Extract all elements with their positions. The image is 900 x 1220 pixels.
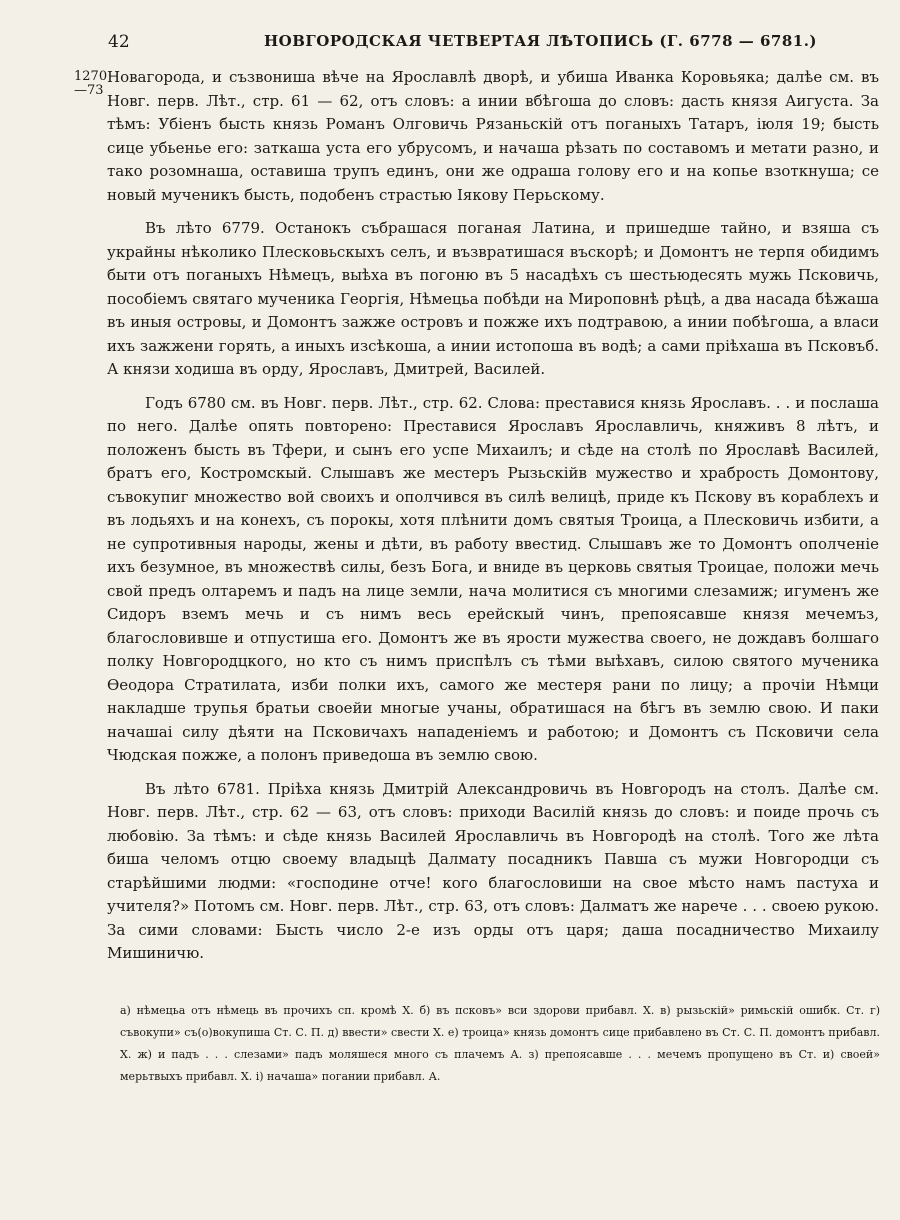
margin-year-range: 1270—73 [74,69,108,98]
page-number: 42 [108,32,130,52]
chronicle-text [107,66,879,966]
page-header [108,28,818,58]
footnotes: а) нѣмецьа отъ нѣмець въ прочихъ сп. кромѣ Х. б) въ псковъ» вси здорови прибавл. Х. в) рызьскій» римьскій ошибк. Ст. г) съвокупи» съ(о)вокупиша Ст. С. П. д) ввести» свести Х. е) троица» князь домонтъ сице прибавлено въ Ст. С. П. домонтъ прибавл. Х. ж) и падъ . . . слезами» падъ моляшеся много съ плачемъ А. з) препоясавше . . . мечемъ пропущено въ Ст. и) своей» мерьтвыхъ прибавл. Х. і) начаша» погании прибавл. А. [120,1004,880,1083]
chronicle-paragraph: Въ лѣто 6779. Останокъ събрашася поганая Латина, и пришедше тайно, и взяша съ украйны нѣколико Плесковьскыхъ селъ, и възвратишася въскорѣ; и Домонтъ не терпя обидимъ быти отъ поганыхъ Нѣмецъ, выѣха въ погоню въ 5 насадѣхъ съ шестьюдесять мужь Псковичь, пособіемъ святаго мученика Георгія, Нѣмецьа побѣди на Мироповнѣ рѣцѣ, а два насада бѣжаша въ иныя островы, и Домонтъ зажже островъ и пожже ихъ подтравою, а инии побѣгоша, а власи ихъ зажжени горять, а иныхъ изсѣкоша, а инии истопоша въ водѣ; а сами пріѣхаша въ Псковъб. А князи ходиша въ орду, Ярославъ, Дмитрей, Василей. [107,219,879,378]
chronicle-paragraph: Годъ 6780 см. въ Новг. перв. Лѣт., стр. 62. Слова: преставися князь Ярославъ. . . и послаша по него. Далѣе опять повторено: Преставися Ярославъ Ярославличь, княживъ 8 лѣтъ, и положенъ бысть въ Тфери, и сынъ его успе Михаилъ; и сѣде на столѣ по Ярославѣ Василей, братъ его, Костромскый. Слышавъ же местеръ Рызьскійв мужество и храбрость Домонтову, съвокупиг множество вой своихъ и ополчився въ силѣ велицѣ, приде къ Пскову въ кораблехъ и въ лодьяхъ и на конехъ, съ порокы, хотя плѣнити домъ святыя Троица, а Плесковичь избити, а не супротивныя народы, жены и дѣти, въ работу ввестид. Слышавъ же то Домонтъ ополченіе ихъ безумное, въ множествѣ силы, безъ Бога, и вниде въ церковь святыя Троицае, положи мечь свой предъ олтаремъ и падъ на лице земли, нача молитися съ многими слезамиж; игуменъ же Сидоръ вземъ мечь и съ нимъ весь ерейскый чинъ, препоясавше князя мечемъз, благословивше и отпустиша его. Домонтъ же въ ярости мужества своего, не дождавъ болшаго полку Новгородцкого, но кто съ нимъ приспѣлъ съ тѣми выѣхавъ, силою святого мученика Ѳеодора Стратилата, изби полки ихъ, самого же местеря рани по лицу; а прочіи Нѣмци накладше трупья братьи своейи многые учаны, обратишася на бѣгъ въ землю свою. И паки начашаі силу дѣяти на Псковичахъ нападеніемъ и работою; и Домонтъ съ Псковичи села Чюдская пожже, а полонъ приведоша въ землю свою. [107,393,879,764]
chronicle-paragraph: Въ лѣто 6781. Пріѣха князь Дмитрій Александровичь въ Новгородъ на столъ. Далѣе см. Новг. перв. Лѣт., стр. 62 — 63, отъ словъ: приходи Василій князь до словъ: и поиде прочь съ любовію. За тѣмъ: и сѣде князь Василей Ярославличь въ Новгородѣ на столѣ. Того же лѣта биша челомъ отцю своему владыцѣ Далмату посадникъ Павша съ мужи Новгородци съ старѣйшими людми: «господине отче! кого благословиши на свое мѣсто намъ пастуха и учителя?» Потомъ см. Новг. перв. Лѣт., стр. 63, отъ словъ: Далматъ же нарече . . . своею рукою. За сими словами: Бысть число 2-е изъ орды отъ царя; даша посадничество Михаилу Мишиничю. [107,779,879,962]
running-head: НОВГОРОДСКАЯ ЧЕТВЕРТАЯ ЛѢТОПИСЬ (Г. 6778 — 6781.) [264,32,818,50]
chronicle-paragraph: Новагорода, и съзвониша вѣче на Ярославлѣ дворѣ, и убиша Иванка Коровьяка; далѣе см. въ Новг. перв. Лѣт., стр. 61 — 62, отъ словъ: а инии вбѣгоша до словъ: дасть князя Аигуста. За тѣмъ: Убіенъ бысть князь Романъ Олговичь Рязаньскій отъ поганыхъ Татаръ, іюля 19; бысть сице убьенье его: заткаша уста его убрусомъ, и начаша рѣзать по составомъ и метати разно, и тако розомнаша, оставиша трупъ единъ, они же одраша голову его и на копье взоткнуша; се новый мученикъ бысть, подобенъ страстью Іякову Перьскому. [107,68,879,204]
